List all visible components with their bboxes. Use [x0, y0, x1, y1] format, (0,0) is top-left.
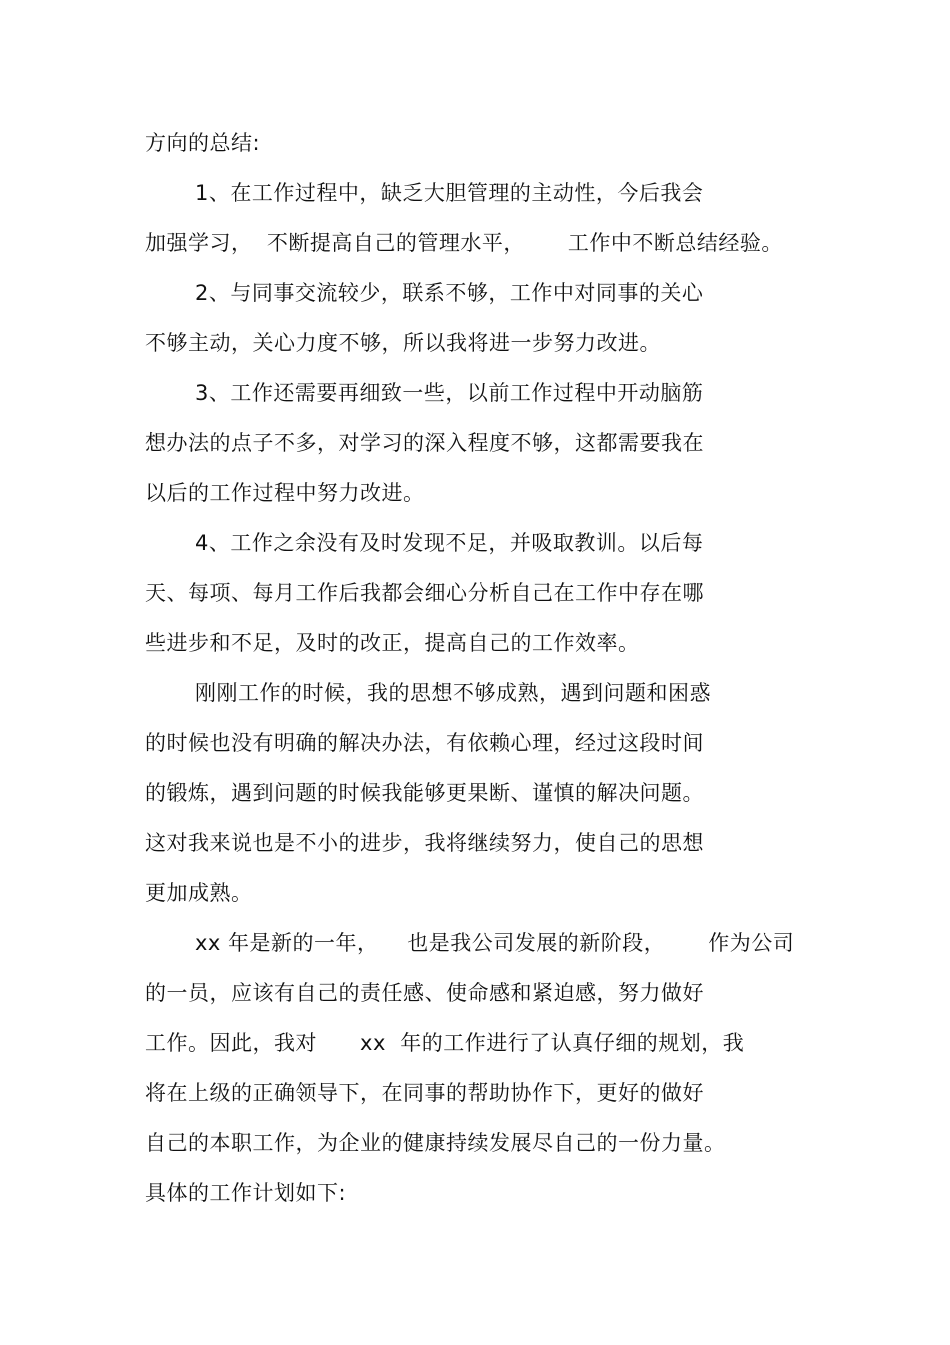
text-line-9: 4、工作之余没有及时发现不足，并吸取教训。以后每 [195, 531, 704, 555]
text-line-17: xx 年是新的一年， 也是我公司发展的新阶段， 作为公司 [195, 931, 795, 955]
text-line-8: 以后的工作过程中努力改进。 [145, 481, 425, 505]
text-line-15: 这对我来说也是不小的进步，我将继续努力，使自己的思想 [145, 831, 704, 855]
text-line-7: 想办法的点子不多，对学习的深入程度不够，这都需要我在 [145, 431, 704, 455]
text-line-16: 更加成熟。 [145, 881, 253, 905]
text-line-21: 自己的本职工作，为企业的健康持续发展尽自己的一份力量。 [145, 1131, 726, 1155]
text-line-5: 不够主动，关心力度不够，所以我将进一步努力改进。 [145, 331, 661, 355]
text-line-22: 具体的工作计划如下: [145, 1181, 347, 1205]
text-line-4: 2、与同事交流较少，联系不够，工作中对同事的关心 [195, 281, 704, 305]
text-line-14: 的锻炼，遇到问题的时候我能够更果断、谨慎的解决问题。 [145, 781, 704, 805]
text-line-10: 天、每项、每月工作后我都会细心分析自己在工作中存在哪 [145, 581, 704, 605]
text-line-12: 刚刚工作的时候，我的思想不够成熟，遇到问题和困惑 [195, 681, 711, 705]
text-line-2: 1、在工作过程中，缺乏大胆管理的主动性，今后我会 [195, 181, 704, 205]
text-line-6: 3、工作还需要再细致一些，以前工作过程中开动脑筋 [195, 381, 704, 405]
text-line-19: 工作。因此，我对 xx 年的工作进行了认真仔细的规划，我 [145, 1031, 745, 1055]
text-line-3: 加强学习， 不断提高自己的管理水平， 工作中不断总结经验。 [145, 231, 783, 255]
text-line-13: 的时候也没有明确的解决办法，有依赖心理，经过这段时间 [145, 731, 704, 755]
text-line-11: 些进步和不足，及时的改正，提高自己的工作效率。 [145, 631, 640, 655]
text-line-18: 的一员，应该有自己的责任感、使命感和紧迫感，努力做好 [145, 981, 704, 1005]
text-line-20: 将在上级的正确领导下，在同事的帮助协作下，更好的做好 [145, 1081, 704, 1105]
text-line-1: 方向的总结: [145, 131, 261, 155]
